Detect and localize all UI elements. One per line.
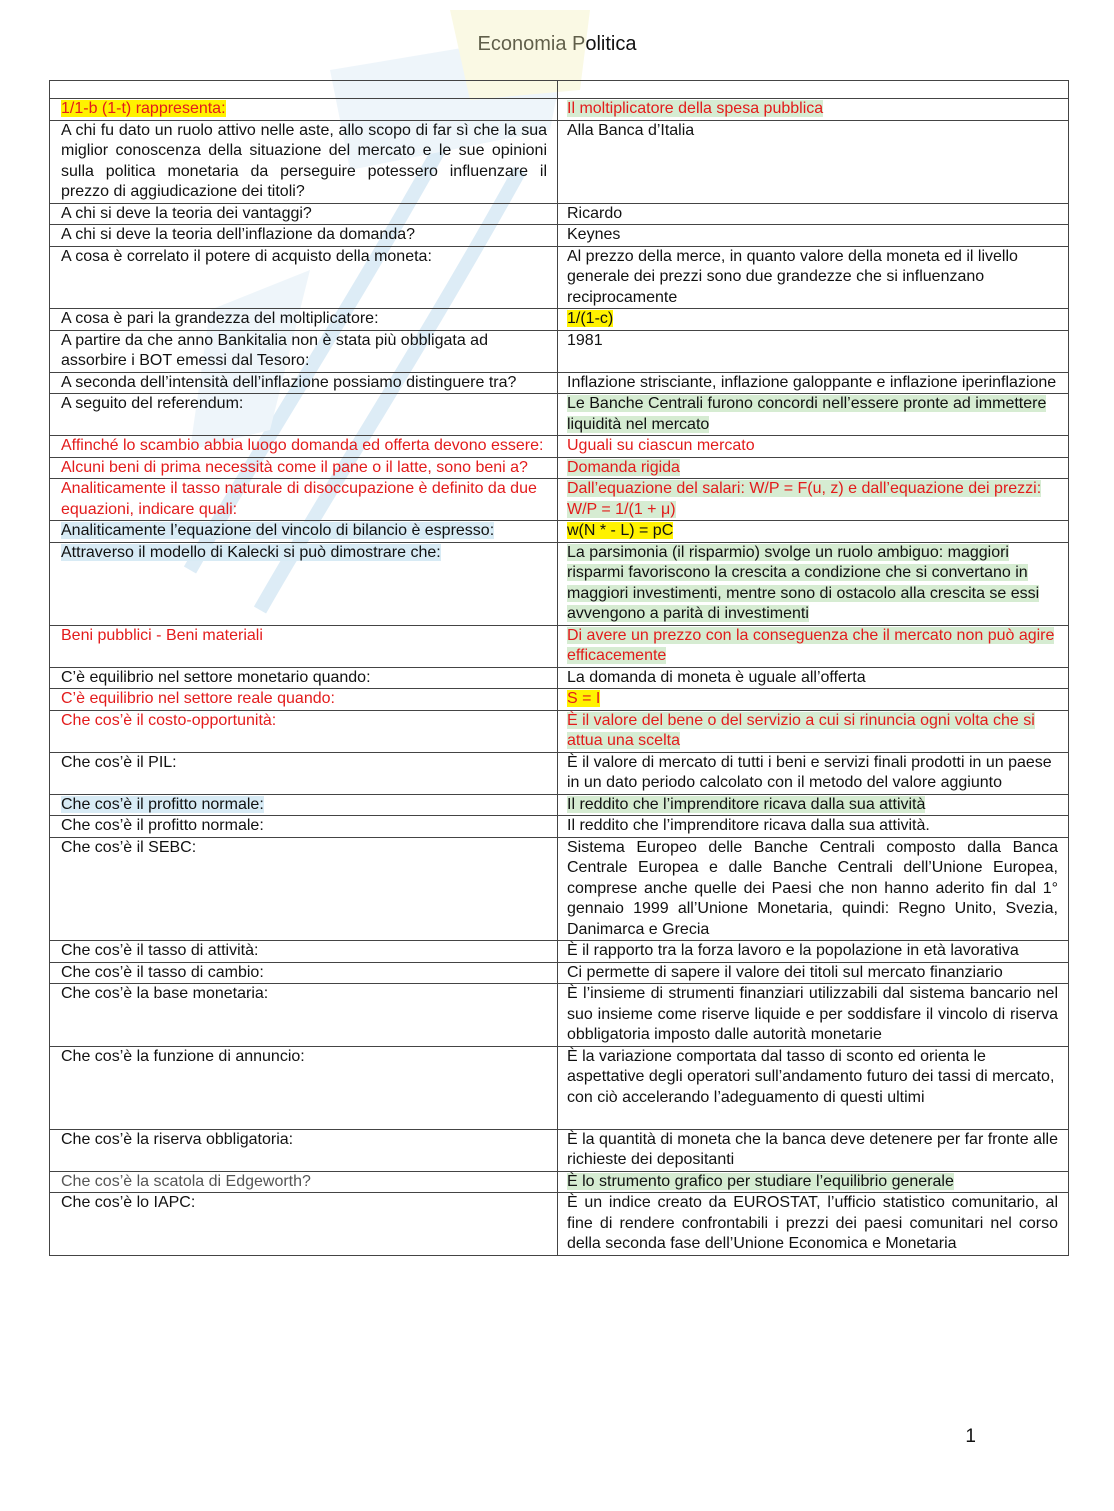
- question-text: Che cos’è la funzione di annuncio:: [61, 1047, 305, 1065]
- question-text: Che cos’è la riserva obbligatoria:: [61, 1130, 294, 1148]
- question-text: Beni pubblici - Beni materiali: [61, 626, 263, 644]
- table-row: [50, 667, 1069, 689]
- table-row: [50, 99, 1069, 121]
- question-text: A seguito del referendum:: [61, 395, 244, 412]
- question-cell: [50, 667, 558, 689]
- answer-cell: [558, 625, 1069, 667]
- table-row: [50, 436, 1069, 458]
- question-cell: [50, 837, 558, 941]
- question-cell: [50, 120, 558, 203]
- answer-cell: [558, 309, 1069, 331]
- question-cell: [50, 246, 558, 309]
- table-row: [50, 309, 1069, 331]
- question-text: A partire da che anno Bankitalia non è stata più obbligata ad assorbire i BOT emessi dal Tesoro:: [61, 331, 488, 369]
- answer-text: È un indice creato da EUROSTAT, l’ufficio statistico comunitario, al fine di rendere confrontabili i prezzi dei paesi comunitari nel corso della seconda fase dell’Unione Economica e Monetaria: [567, 1194, 1058, 1252]
- answer-text: È lo strumento grafico per studiare l’equilibrio generale: [567, 1172, 954, 1190]
- question-text: Analiticamente l’equazione del vincolo di bilancio è espresso:: [61, 522, 495, 539]
- table-row: [50, 203, 1069, 225]
- table-row: [50, 984, 1069, 1047]
- answer-text: 1981: [567, 331, 603, 349]
- answer-cell: [558, 225, 1069, 247]
- answer-cell: [558, 246, 1069, 309]
- question-text: Che cos’è la scatola di Edgeworth?: [61, 1172, 311, 1190]
- answer-cell: [558, 1129, 1069, 1171]
- question-cell: [50, 1129, 558, 1171]
- question-cell: [50, 203, 558, 225]
- question-text: C’è equilibrio nel settore monetario quando:: [61, 668, 371, 686]
- question-text: Che cos’è il SEBC:: [61, 838, 197, 856]
- question-text: Che cos’è la base monetaria:: [61, 985, 269, 1002]
- answer-text: Uguali su ciascun mercato: [567, 437, 755, 454]
- question-text: Che cos’è lo IAPC:: [61, 1194, 196, 1211]
- answer-text: Di avere un prezzo con la conseguenza che il mercato non può agire efficacemente: [567, 626, 1055, 664]
- table-row: [50, 941, 1069, 963]
- question-cell: [50, 984, 558, 1047]
- answer-cell: [558, 816, 1069, 838]
- table-row: [50, 1171, 1069, 1193]
- question-cell: [50, 689, 558, 711]
- question-cell: [50, 309, 558, 331]
- question-text: Che cos’è il costo-opportunità:: [61, 711, 277, 729]
- table-row: [50, 752, 1069, 794]
- question-text: Che cos’è il tasso di attività:: [61, 942, 259, 959]
- question-cell: [50, 394, 558, 436]
- answer-text: Il reddito che l’imprenditore ricava dalla sua attività: [567, 795, 926, 813]
- table-row: [50, 837, 1069, 941]
- table-row: [50, 120, 1069, 203]
- question-cell: [50, 330, 558, 372]
- question-cell: [50, 479, 558, 521]
- answer-cell: [558, 542, 1069, 625]
- question-cell: [50, 1046, 558, 1129]
- answer-text: Il reddito che l’imprenditore ricava dalla sua attività.: [567, 817, 930, 834]
- answer-cell: [558, 752, 1069, 794]
- answer-text: Alla Banca d’Italia: [567, 121, 695, 139]
- question-text: Attraverso il modello di Kalecki si può dimostrare che:: [61, 543, 441, 561]
- question-cell: [50, 625, 558, 667]
- qa-table: [49, 80, 1069, 1256]
- answer-cell: [558, 984, 1069, 1047]
- question-cell: [50, 1171, 558, 1193]
- table-row: [50, 1129, 1069, 1171]
- table-row: [50, 1193, 1069, 1256]
- question-cell: [50, 372, 558, 394]
- table-row: [50, 542, 1069, 625]
- answer-text: Ricardo: [567, 204, 623, 222]
- question-cell: [50, 521, 558, 543]
- answer-text: È la quantità di moneta che la banca deve detenere per far fronte alle richieste dei depositanti: [567, 1130, 1058, 1168]
- answer-cell: [558, 941, 1069, 963]
- question-cell: [50, 436, 558, 458]
- answer-cell: [558, 1171, 1069, 1193]
- table-row: [50, 625, 1069, 667]
- question-cell: [50, 457, 558, 479]
- table-row: [50, 521, 1069, 543]
- answer-cell: [558, 479, 1069, 521]
- table-row: [50, 394, 1069, 436]
- question-text: A chi si deve la teoria dei vantaggi?: [61, 204, 312, 222]
- table-row: [50, 794, 1069, 816]
- answer-text: È l’insieme di strumenti finanziari utilizzabili dal sistema bancario nel suo insieme come riserve liquide e per soddisfare il vincolo di riserva obbligatoria imposto dalle autorità monetarie: [567, 985, 1058, 1043]
- answer-text: Dall’equazione del salari: W/P = F(u, z) e dall’equazione dei prezzi: W/P = 1/(1 + μ): [567, 480, 1042, 518]
- answer-cell: [558, 394, 1069, 436]
- answer-cell: [558, 521, 1069, 543]
- table-row: [50, 689, 1069, 711]
- table-row: [50, 710, 1069, 752]
- table-row: [50, 372, 1069, 394]
- answer-text: La parsimonia (il risparmio) svolge un ruolo ambiguo: maggiori risparmi favoriscono la crescita a condizione che si convertano in maggiori investimenti, mentre sono di ostacolo alla crescita se essi avvengono a parità di investimenti: [567, 543, 1040, 622]
- answer-text: È il valore del bene o del servizio a cui si rinuncia ogni volta che si attua una scelta: [567, 711, 1035, 749]
- answer-text: Le Banche Centrali furono concordi nell’essere pronte ad immettere liquidità nel mercato: [567, 395, 1047, 433]
- question-text: A cosa è pari la grandezza del moltiplicatore:: [61, 310, 379, 327]
- answer-text: Ci permette di sapere il valore dei titoli sul mercato finanziario: [567, 963, 1003, 981]
- table-header-row: [50, 81, 1069, 99]
- question-cell: [50, 99, 558, 121]
- answer-cell: [558, 1046, 1069, 1129]
- table-row: [50, 1046, 1069, 1129]
- question-cell: [50, 962, 558, 984]
- answer-cell: [558, 710, 1069, 752]
- answer-cell: [558, 794, 1069, 816]
- question-cell: [50, 816, 558, 838]
- question-cell: [50, 794, 558, 816]
- question-text: Che cos’è il profitto normale:: [61, 817, 264, 834]
- answer-text: 1/(1-c): [567, 310, 614, 327]
- question-text: A cosa è correlato il potere di acquisto della moneta:: [61, 247, 432, 265]
- answer-text: Sistema Europeo delle Banche Centrali composto dalla Banca Centrale Europea e dalle Banche Centrali dell’Unione Europea, comprese anche quelle dei Paesi che non hanno aderito fin dal 1° gennaio 1999 all’Unione Monetaria, quindi: Regno Unito, Svezia, Danimarca e Grecia: [567, 838, 1058, 938]
- table-row: [50, 225, 1069, 247]
- page-title: Economia Politica: [477, 33, 637, 55]
- answer-text: Il moltiplicatore della spesa pubblica: [567, 100, 824, 117]
- answer-cell: [558, 457, 1069, 479]
- answer-cell: [558, 330, 1069, 372]
- answer-cell: [558, 120, 1069, 203]
- question-text: A chi si deve la teoria dell’inflazione da domanda?: [61, 226, 416, 243]
- answer-text: È il rapporto tra la forza lavoro e la popolazione in età lavorativa: [567, 942, 1019, 959]
- answer-cell: [558, 962, 1069, 984]
- question-cell: [50, 542, 558, 625]
- answer-cell: [558, 837, 1069, 941]
- answer-text: Al prezzo della merce, in quanto valore della moneta ed il livello generale dei prezzi sono due grandezze che si influenzano reciprocamente: [567, 247, 1018, 306]
- question-text: Analiticamente il tasso naturale di disoccupazione è definito da due equazioni, indicare quali:: [61, 480, 537, 518]
- question-text: Che cos’è il PIL:: [61, 753, 177, 771]
- question-cell: [50, 941, 558, 963]
- question-cell: [50, 752, 558, 794]
- table-row: [50, 246, 1069, 309]
- question-text: Che cos’è il tasso di cambio:: [61, 963, 264, 981]
- answer-text: La domanda di moneta è uguale all’offerta: [567, 668, 866, 686]
- question-text: A seconda dell’intensità dell’inflazione possiamo distinguere tra?: [61, 373, 517, 391]
- question-cell: [50, 1193, 558, 1256]
- table-row: [50, 330, 1069, 372]
- answer-cell: [558, 99, 1069, 121]
- question-text: A chi fu dato un ruolo attivo nelle aste, allo scopo di far sì che la sua miglior conoscenza della situazione del mercato e le sue opinioni sulla politica monetaria da perseguire potessero influenzare il prezzo di aggiudicazione dei titoli?: [61, 121, 547, 200]
- page-number: 1: [965, 1426, 976, 1447]
- answer-cell: [558, 372, 1069, 394]
- table-row: [50, 962, 1069, 984]
- answer-text: w(N * - L) = pC: [567, 522, 674, 539]
- table-row: [50, 816, 1069, 838]
- answer-cell: [558, 436, 1069, 458]
- answer-cell: [558, 667, 1069, 689]
- question-text: Che cos’è il profitto normale:: [61, 795, 264, 813]
- answer-text: Domanda rigida: [567, 458, 680, 476]
- table-row: [50, 457, 1069, 479]
- question-cell: [50, 225, 558, 247]
- answer-cell: [558, 689, 1069, 711]
- question-text: Alcuni beni di prima necessità come il pane o il latte, sono beni a?: [61, 458, 528, 476]
- question-text: C’è equilibrio nel settore reale quando:: [61, 690, 335, 707]
- answer-text: S = I: [567, 690, 601, 707]
- answer-text: È il valore di mercato di tutti i beni e servizi finali prodotti in un paese in un dato periodo calcolato con il metodo del valore aggiunto: [567, 753, 1052, 791]
- answer-text: Inflazione strisciante, inflazione galoppante e inflazione iperinflazione: [567, 373, 1057, 391]
- question-cell: [50, 710, 558, 752]
- table-row: [50, 479, 1069, 521]
- answer-cell: [558, 203, 1069, 225]
- question-text: 1/1-b (1-t) rappresenta:: [61, 100, 226, 117]
- answer-cell: [558, 1193, 1069, 1256]
- answer-text: È la variazione comportata dal tasso di sconto ed orienta le aspettative degli operatori sull’andamento futuro dei tassi di mercato, con ciò accelerando l’adeguamento di questi ultimi: [567, 1047, 1055, 1106]
- question-text: Affinché lo scambio abbia luogo domanda ed offerta devono essere:: [61, 437, 544, 454]
- answer-text: Keynes: [567, 226, 621, 243]
